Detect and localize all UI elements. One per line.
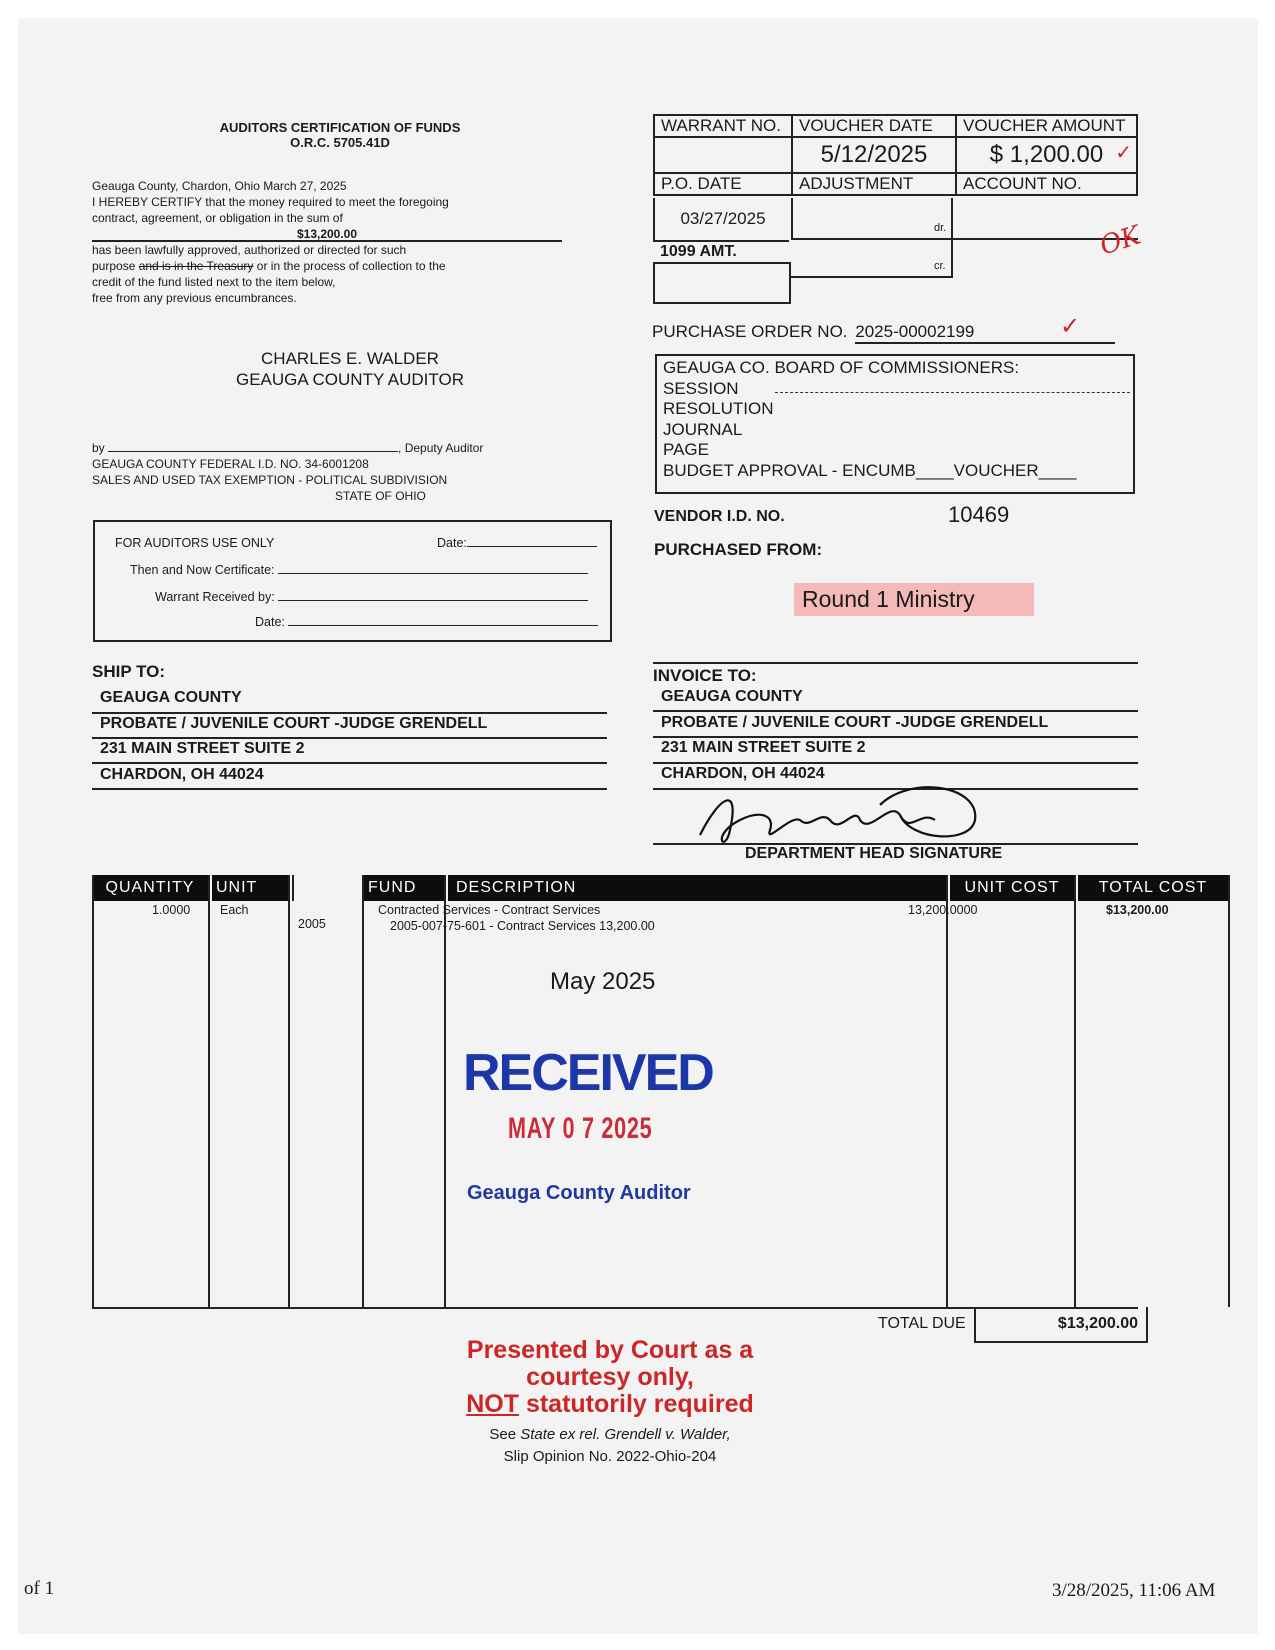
warrant-no-cell[interactable] xyxy=(654,137,792,173)
voucher-amount-cell xyxy=(956,137,1137,173)
po-label: PURCHASE ORDER NO. xyxy=(652,322,848,341)
certification-text xyxy=(92,178,562,306)
item-fund: 2005 xyxy=(298,917,326,931)
then-now-label: Then and Now Certificate: xyxy=(130,563,275,577)
col-unit-cost: UNIT COST xyxy=(950,875,1074,901)
case-citation xyxy=(420,1424,800,1468)
commissioners-box xyxy=(655,354,1135,494)
by-label: by xyxy=(92,441,105,455)
budget-approval: BUDGET APPROVAL - ENCUMB____VOUCHER____ xyxy=(663,460,1077,480)
date2-field[interactable] xyxy=(288,625,598,626)
col-unit: UNIT xyxy=(212,875,288,901)
check-mark-icon: ✓ xyxy=(1060,313,1081,340)
deputy-line xyxy=(92,440,572,456)
auditors-use-box xyxy=(93,520,612,642)
po-date-value: 03/27/2025 xyxy=(653,198,793,240)
slip-opinion: Slip Opinion No. 2022-Ohio-204 xyxy=(503,1448,717,1465)
tax-exemption: SALES AND USED TAX EXEMPTION - POLITICAL SUBDIVISION xyxy=(92,473,448,487)
divider xyxy=(1228,875,1230,1307)
credit-label: cr. xyxy=(934,260,946,272)
auditor-block xyxy=(200,348,500,390)
divider xyxy=(1074,875,1076,1307)
session-field[interactable] xyxy=(775,392,1130,393)
date2-row xyxy=(255,615,598,629)
debit-label: dr. xyxy=(934,222,947,234)
total-due-value: $13,200.00 xyxy=(974,1307,1148,1343)
divider xyxy=(653,302,791,304)
item-desc-line2: 2005-007-75-601 - Contract Services 13,200.00 xyxy=(390,919,655,933)
location-date: Geauga County, Chardon, Ohio March 27, 2025 xyxy=(92,179,347,193)
purpose-line xyxy=(92,258,562,274)
col-fund: FUND xyxy=(364,875,444,901)
date2-label: Date: xyxy=(255,615,285,629)
session-label: SESSION xyxy=(663,378,739,398)
notice-rest: statutorily required xyxy=(519,1390,754,1418)
case-name: State ex rel. Grendell v. Walder, xyxy=(520,1426,731,1443)
then-now-field[interactable] xyxy=(278,573,588,574)
divider xyxy=(653,262,655,304)
month-note: May 2025 xyxy=(550,968,656,995)
print-timestamp: 3/28/2025, 11:06 AM xyxy=(1052,1580,1216,1601)
divider xyxy=(653,736,1138,738)
certify-line: contract, agreement, or obligation in the sum of xyxy=(92,211,343,225)
ship-to-line: PROBATE / JUVENILE COURT -JUDGE GRENDELL xyxy=(100,715,488,732)
divider xyxy=(791,238,953,240)
purpose-pre: purpose xyxy=(92,259,139,273)
deputy-signature-field[interactable] xyxy=(108,451,398,452)
divider xyxy=(92,788,607,790)
col-quantity: QUANTITY xyxy=(92,875,208,901)
purpose-post: or in the process of collection to the xyxy=(253,259,446,273)
col-total-cost: TOTAL COST xyxy=(1078,875,1228,901)
resolution-label: RESOLUTION xyxy=(663,399,774,418)
then-now-row xyxy=(130,563,588,577)
approved-line: has been lawfully approved, authorized or directed for such xyxy=(92,243,407,257)
auditor-title: GEAUGA COUNTY AUDITOR xyxy=(236,370,464,389)
invoice-to-line: GEAUGA COUNTY xyxy=(661,688,803,705)
po-number: 2025-00002199 xyxy=(855,322,975,341)
free-line: free from any previous encumbrances. xyxy=(92,291,297,305)
warrant-no-header: WARRANT NO. xyxy=(654,115,792,137)
courtesy-notice xyxy=(420,1337,800,1418)
vendor-name: Round 1 Ministry xyxy=(794,583,1034,616)
certify-line: I HEREBY CERTIFY that the money required to meet the foregoing xyxy=(92,195,449,209)
divider xyxy=(444,875,446,1307)
state-label: STATE OF OHIO xyxy=(335,489,426,503)
ship-to-line: GEAUGA COUNTY xyxy=(100,689,242,706)
divider xyxy=(946,875,948,1307)
amt-1099-label: 1099 AMT. xyxy=(660,243,737,260)
notice-line: Presented by Court as a xyxy=(466,1336,754,1364)
account-no-header: ACCOUNT NO. xyxy=(956,173,1137,195)
deputy-block xyxy=(92,440,572,504)
auditors-use-title: FOR AUDITORS USE ONLY xyxy=(115,536,275,550)
divider xyxy=(92,875,94,1307)
col-gap xyxy=(294,875,362,901)
divider xyxy=(653,710,1138,712)
divider xyxy=(791,276,953,278)
page-count: of 1 xyxy=(24,1578,55,1599)
voucher-date-header: VOUCHER DATE xyxy=(792,115,956,137)
total-due-label: TOTAL DUE xyxy=(878,1315,966,1332)
federal-id: GEAUGA COUNTY FEDERAL I.D. NO. 34-6001208 xyxy=(92,457,369,471)
invoice-to-label: INVOICE TO: xyxy=(653,666,757,685)
warrant-received-field[interactable] xyxy=(278,600,588,601)
page-label: PAGE xyxy=(663,440,709,459)
cert-orc: O.R.C. 5705.41D xyxy=(290,135,390,150)
ship-to-line: 231 MAIN STREET SUITE 2 xyxy=(100,740,305,757)
purchase-order-row xyxy=(652,322,1115,344)
adjustment-area xyxy=(791,198,953,200)
voucher-amount-header: VOUCHER AMOUNT xyxy=(956,115,1137,137)
notice-line: courtesy only, xyxy=(526,1363,694,1391)
ship-to-line: CHARDON, OH 44024 xyxy=(100,766,264,783)
divider xyxy=(653,662,1138,664)
deputy-label: , Deputy Auditor xyxy=(398,441,484,455)
warrant-received-row xyxy=(155,590,588,604)
po-date-header: P.O. DATE xyxy=(654,173,792,195)
divider xyxy=(92,762,607,764)
item-quantity: 1.0000 xyxy=(152,903,191,917)
item-desc-line1: Contracted Services - Contract Services xyxy=(378,903,601,917)
item-unit-cost: 13,200.0000 xyxy=(908,903,978,917)
divider xyxy=(362,875,364,1307)
commissioners-title: GEAUGA CO. BOARD OF COMMISSIONERS: xyxy=(663,358,1020,377)
purpose-struck: and is in the Treasury xyxy=(138,259,254,273)
divider xyxy=(789,262,791,304)
auditors-date-row xyxy=(437,536,597,550)
credit-line: credit of the fund listed next to the item below, xyxy=(92,275,336,289)
certified-sum: $13,200.00 xyxy=(92,226,562,242)
certification-title xyxy=(170,120,510,150)
voucher-grid xyxy=(653,114,1138,196)
vendor-id: 10469 xyxy=(948,502,1010,527)
invoice-to-line: 231 MAIN STREET SUITE 2 xyxy=(661,739,866,756)
vendor-id-label: VENDOR I.D. NO. xyxy=(654,508,785,525)
col-description: DESCRIPTION xyxy=(448,875,946,901)
citation-line xyxy=(420,1424,800,1446)
journal-label: JOURNAL xyxy=(663,419,743,439)
signature-label: DEPARTMENT HEAD SIGNATURE xyxy=(745,845,1003,862)
item-total-cost: $13,200.00 xyxy=(1106,903,1169,917)
notice-line xyxy=(420,1391,800,1418)
voucher-amount-value: $ 1,200.00 xyxy=(989,141,1104,168)
voucher-date-value: 5/12/2025 xyxy=(792,137,956,173)
notice-not: NOT xyxy=(466,1390,519,1418)
purchased-from-label: PURCHASED FROM: xyxy=(654,540,823,559)
received-stamp: RECEIVED xyxy=(463,1044,713,1102)
divider xyxy=(92,712,607,714)
item-unit: Each xyxy=(220,903,249,917)
received-stamp-auditor: Geauga County Auditor xyxy=(467,1182,691,1204)
ship-to-label: SHIP TO: xyxy=(92,662,166,681)
divider xyxy=(208,875,210,1307)
invoice-to-line: CHARDON, OH 44024 xyxy=(661,765,825,782)
handwritten-ok: OK xyxy=(1096,220,1145,262)
divider xyxy=(92,737,607,739)
divider xyxy=(653,262,789,264)
cert-title-text: AUDITORS CERTIFICATION OF FUNDS xyxy=(219,120,461,135)
divider xyxy=(653,240,789,242)
date-label: Date: xyxy=(437,536,467,550)
divider xyxy=(288,875,290,1307)
auditors-date-field[interactable] xyxy=(467,546,597,547)
warrant-received-label: Warrant Received by: xyxy=(155,590,275,604)
auditor-name: CHARLES E. WALDER xyxy=(261,349,439,368)
received-stamp-date: MAY 0 7 2025 xyxy=(508,1112,653,1145)
divider xyxy=(653,762,1138,764)
invoice-to-line: PROBATE / JUVENILE COURT -JUDGE GRENDELL xyxy=(661,714,1049,731)
see-label: See xyxy=(489,1426,521,1443)
check-mark-icon: ✓ xyxy=(1115,142,1132,164)
adjustment-header: ADJUSTMENT xyxy=(792,173,956,195)
